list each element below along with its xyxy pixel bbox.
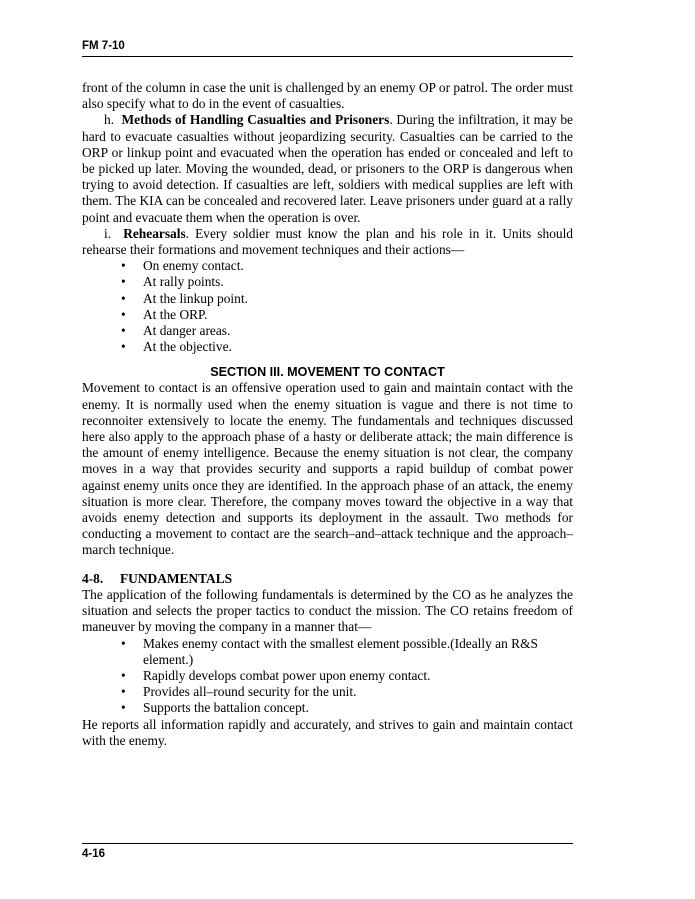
bullet-icon: • bbox=[121, 290, 126, 306]
rehearsal-list bbox=[82, 258, 573, 355]
paragraph-h-title: Methods of Handling Casualties and Prisoners bbox=[121, 112, 390, 128]
section-3-paragraph: Movement to contact is an offensive operation used to gain and maintain contact with the enemy. It is normally used when the enemy situation is vague and there is not time to reconnoiter extensively to locate the enemy. The fundamentals and techniques discussed here also apply to the approach phase of a hasty or deliberate attack; the main difference is the amount of enemy intelligence. Because the enemy situation is not clear, the company moves in a way that provides security and supports a rapid buildup of combat power against enemy units once they are identified. In the approach phase of an attack, the enemy situation is more clear. Therefore, the company moves toward the objective in a way that avoids enemy detection and supports its deployment in the assault. Two methods for conducting a movement to contact are the search–and–attack technique and the approach–march technique. bbox=[82, 380, 573, 558]
paragraph-h-text: . During the infiltration, it may be hard to evacuate casualties without jeopardizing security. Casualties can be carried to the ORP or linkup point and evacuated when the operation has ended or concealed and left to be picked up later. Moving the wounded, dead, or prisoners to the ORP is dangerous when trying to avoid detection. If casualties are left, soldiers with medical supplies are left with them. The KIA can be concealed and recovered later. Leave prisoners under guard at a rally point and evacuate them when the operation is over. bbox=[82, 112, 573, 225]
list-item: • At the objective. bbox=[121, 339, 232, 355]
fundamentals-list bbox=[82, 636, 573, 717]
paragraph-i-text: . Every soldier must know the plan and his role in it. Units should rehearse their formations and movement techniques and their actions— bbox=[82, 225, 573, 258]
bullet-icon: • bbox=[121, 700, 126, 716]
paragraph-h bbox=[82, 112, 573, 225]
list-item: • At danger areas. bbox=[121, 323, 231, 339]
footer-rule bbox=[82, 843, 573, 844]
list-item: • At rally points. bbox=[121, 274, 224, 290]
list-item: • Rapidly develops combat power upon enemy contact. bbox=[121, 667, 431, 683]
list-item: • Makes enemy contact with the smallest element possible.(Ideally an R&S element.) bbox=[121, 635, 538, 667]
page-body bbox=[82, 80, 573, 749]
header-rule bbox=[82, 56, 573, 57]
paragraph-number: 4-8. bbox=[82, 570, 104, 586]
intro-paragraph: front of the column in case the unit is challenged by an enemy OP or patrol. The order must also specify what to do in the event of casualties. bbox=[82, 80, 573, 112]
list-item: • At the linkup point. bbox=[121, 290, 248, 306]
paragraph-i-letter: i. bbox=[104, 225, 112, 241]
bullet-icon: • bbox=[121, 258, 126, 274]
paragraph-4-8-heading bbox=[82, 571, 573, 587]
bullet-icon: • bbox=[121, 323, 126, 339]
list-item: • At the ORP. bbox=[121, 306, 208, 322]
running-head: FM 7-10 bbox=[82, 40, 125, 52]
paragraph-4-8-text: The application of the following fundamentals is determined by the CO as he analyzes the situation and selects the proper tactics to conduct the mission. The CO retains freedom of maneuver by moving the company in a manner that— bbox=[82, 586, 573, 635]
bullet-icon: • bbox=[121, 274, 126, 290]
closing-paragraph: He reports all information rapidly and accurately, and strives to gain and maintain contact with the enemy. bbox=[82, 716, 573, 748]
list-item: • On enemy contact. bbox=[121, 258, 244, 274]
list-item: • Supports the battalion concept. bbox=[121, 700, 309, 716]
paragraph-i-title: Rehearsals bbox=[123, 225, 186, 241]
page-number: 4-16 bbox=[82, 848, 106, 860]
bullet-icon: • bbox=[121, 306, 126, 322]
paragraph-i bbox=[82, 226, 573, 258]
paragraph-title: FUNDAMENTALS bbox=[120, 570, 233, 586]
bullet-icon: • bbox=[121, 684, 126, 700]
bullet-icon: • bbox=[121, 635, 126, 651]
list-item: • Provides all–round security for the unit. bbox=[121, 684, 357, 700]
bullet-icon: • bbox=[121, 339, 126, 355]
bullet-icon: • bbox=[121, 667, 126, 683]
paragraph-h-letter: h. bbox=[104, 112, 115, 128]
section-heading: SECTION III. MOVEMENT TO CONTACT bbox=[210, 365, 445, 380]
